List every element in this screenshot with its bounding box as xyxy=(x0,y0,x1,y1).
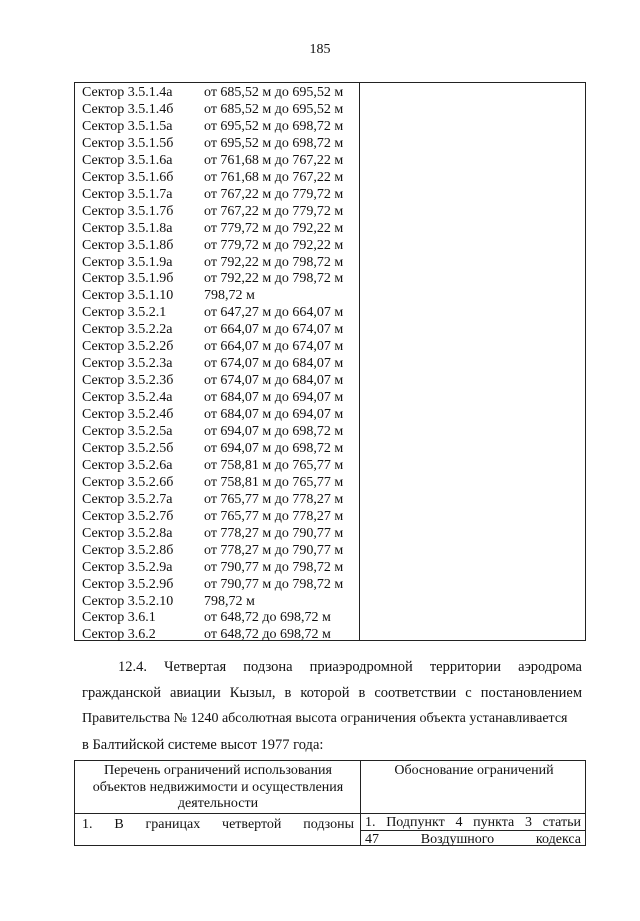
sector-height-range: от 694,07 м до 698,72 м xyxy=(204,440,344,456)
sector-height-range: 798,72 м xyxy=(204,288,255,304)
sector-height-range: от 765,77 м до 778,27 м xyxy=(204,491,344,507)
sector-name: Сектор 3.5.1.9а xyxy=(82,254,173,270)
sector-height-range: 798,72 м xyxy=(204,593,255,609)
sector-height-range: от 779,72 м до 792,22 м xyxy=(204,237,344,253)
header-restrictions-list: Перечень ограничений использования объектов недвижимости и осуществления деятельности xyxy=(92,763,344,811)
sector-height-range: от 684,07 м до 694,07 м xyxy=(204,390,344,406)
sector-name: Сектор 3.5.2.9а xyxy=(82,559,173,575)
sector-height-range: от 664,07 м до 674,07 м xyxy=(204,322,344,338)
paragraph-line-4: в Балтийской системе высот 1977 года: xyxy=(82,737,324,753)
sector-height-range: от 685,52 м до 695,52 м xyxy=(204,101,344,117)
sector-height-range: от 778,27 м до 790,77 м xyxy=(204,525,344,541)
sector-name: Сектор 3.5.1.8б xyxy=(82,237,174,253)
sector-height-range: от 684,07 м до 694,07 м xyxy=(204,407,344,423)
sector-name: Сектор 3.5.1.5б xyxy=(82,135,174,151)
sector-name: Сектор 3.5.1.8а xyxy=(82,220,173,236)
sector-height-range: от 648,72 до 698,72 м xyxy=(204,610,331,626)
sector-height-range: от 758,81 м до 765,77 м xyxy=(204,457,344,473)
sector-name: Сектор 3.5.1.4б xyxy=(82,101,174,117)
sector-name: Сектор 3.5.1.6а xyxy=(82,152,173,168)
sector-name: Сектор 3.5.2.6б xyxy=(82,474,174,490)
column-divider xyxy=(360,761,361,845)
sector-height-range: от 765,77 м до 778,27 м xyxy=(204,508,344,524)
sector-name: Сектор 3.5.1.7а xyxy=(82,186,173,202)
sector-name: Сектор 3.5.2.3б xyxy=(82,373,174,389)
sector-height-range: от 674,07 м до 684,07 м xyxy=(204,356,344,372)
sector-name: Сектор 3.5.2.10 xyxy=(82,593,174,609)
sector-height-range: от 792,22 м до 798,72 м xyxy=(204,254,344,270)
sector-height-range: от 685,52 м до 695,52 м xyxy=(204,85,344,100)
sector-height-range: от 758,81 м до 765,77 м xyxy=(204,474,344,490)
sector-height-range: от 695,52 м до 698,72 м xyxy=(204,118,344,134)
sector-name: Сектор 3.5.2.8а xyxy=(82,525,173,541)
page-number: 185 xyxy=(309,42,331,57)
paragraph-line-1: 12.4. Четвертая подзона приаэродромной территории аэродрома xyxy=(118,659,582,675)
column-divider xyxy=(359,83,360,640)
sector-height-range: от 761,68 м до 767,22 м xyxy=(204,152,344,168)
sector-name: Сектор 3.5.2.5б xyxy=(82,440,174,456)
sector-table xyxy=(74,82,586,641)
header-justification: Обоснование ограничений xyxy=(394,763,554,778)
sector-height-range: от 790,77 м до 798,72 м xyxy=(204,576,344,592)
sector-name: Сектор 3.5.2.2а xyxy=(82,322,173,338)
row1-restriction: 1. В границах четвертой подзоны xyxy=(82,817,354,832)
sector-height-range: от 647,27 м до 664,07 м xyxy=(204,305,344,321)
paragraph-line-3: Правительства № 1240 абсолютная высота ограничения объекта устанавливается xyxy=(82,711,568,726)
sector-name: Сектор 3.5.2.5а xyxy=(82,424,173,439)
sector-name: Сектор 3.5.2.6а xyxy=(82,457,173,473)
sector-height-range: от 695,52 м до 698,72 м xyxy=(204,135,344,151)
paragraph-line-2: гражданской авиации Кызыл, в которой в соответствии с постановлением xyxy=(82,685,582,701)
sector-height-range: от 790,77 м до 798,72 м xyxy=(204,559,344,575)
sector-height-range: от 767,22 м до 779,72 м xyxy=(204,186,344,202)
sector-name: Сектор 3.5.1.7б xyxy=(82,203,174,219)
row1-justification-line1: 1. Подпункт 4 пункта 3 статьи xyxy=(365,815,581,830)
sector-name: Сектор 3.5.2.7б xyxy=(82,508,174,524)
sector-name: Сектор 3.5.2.3а xyxy=(82,356,173,372)
sector-name: Сектор 3.5.1.10 xyxy=(82,288,174,304)
sector-height-range: от 792,22 м до 798,72 м xyxy=(204,271,344,287)
header-divider xyxy=(75,813,585,814)
sector-height-range: от 648,72 до 698,72 м xyxy=(204,627,331,643)
sector-height-range: от 664,07 м до 674,07 м xyxy=(204,339,344,355)
sector-height-range: от 761,68 м до 767,22 м xyxy=(204,169,344,185)
sector-height-range: от 674,07 м до 684,07 м xyxy=(204,373,344,389)
sector-name: Сектор 3.6.1 xyxy=(82,610,156,626)
paragraph-12-4 xyxy=(82,654,582,758)
sector-height-range: от 767,22 м до 779,72 м xyxy=(204,203,344,219)
sector-name: Сектор 3.5.2.1 xyxy=(82,305,167,321)
sector-height-range: от 778,27 м до 790,77 м xyxy=(204,542,344,558)
sector-name: Сектор 3.5.1.9б xyxy=(82,271,174,287)
sector-name: Сектор 3.5.1.5а xyxy=(82,118,173,134)
sector-name: Сектор 3.5.2.4б xyxy=(82,407,174,423)
sector-name: Сектор 3.5.1.4а xyxy=(82,85,173,100)
row1-justification-line2: 47 Воздушного кодекса xyxy=(365,832,581,847)
sector-name: Сектор 3.5.2.8б xyxy=(82,542,174,558)
sector-name: Сектор 3.6.2 xyxy=(82,627,156,643)
restrictions-table xyxy=(74,760,586,846)
sector-height-range: от 779,72 м до 792,22 м xyxy=(204,220,344,236)
sector-height-range: от 694,07 м до 698,72 м xyxy=(204,424,344,439)
sector-name: Сектор 3.5.1.6б xyxy=(82,169,174,185)
sector-name: Сектор 3.5.2.2б xyxy=(82,339,174,355)
sector-name: Сектор 3.5.2.9б xyxy=(82,576,174,592)
sector-name: Сектор 3.5.2.4а xyxy=(82,390,173,406)
sector-name: Сектор 3.5.2.7а xyxy=(82,491,173,507)
